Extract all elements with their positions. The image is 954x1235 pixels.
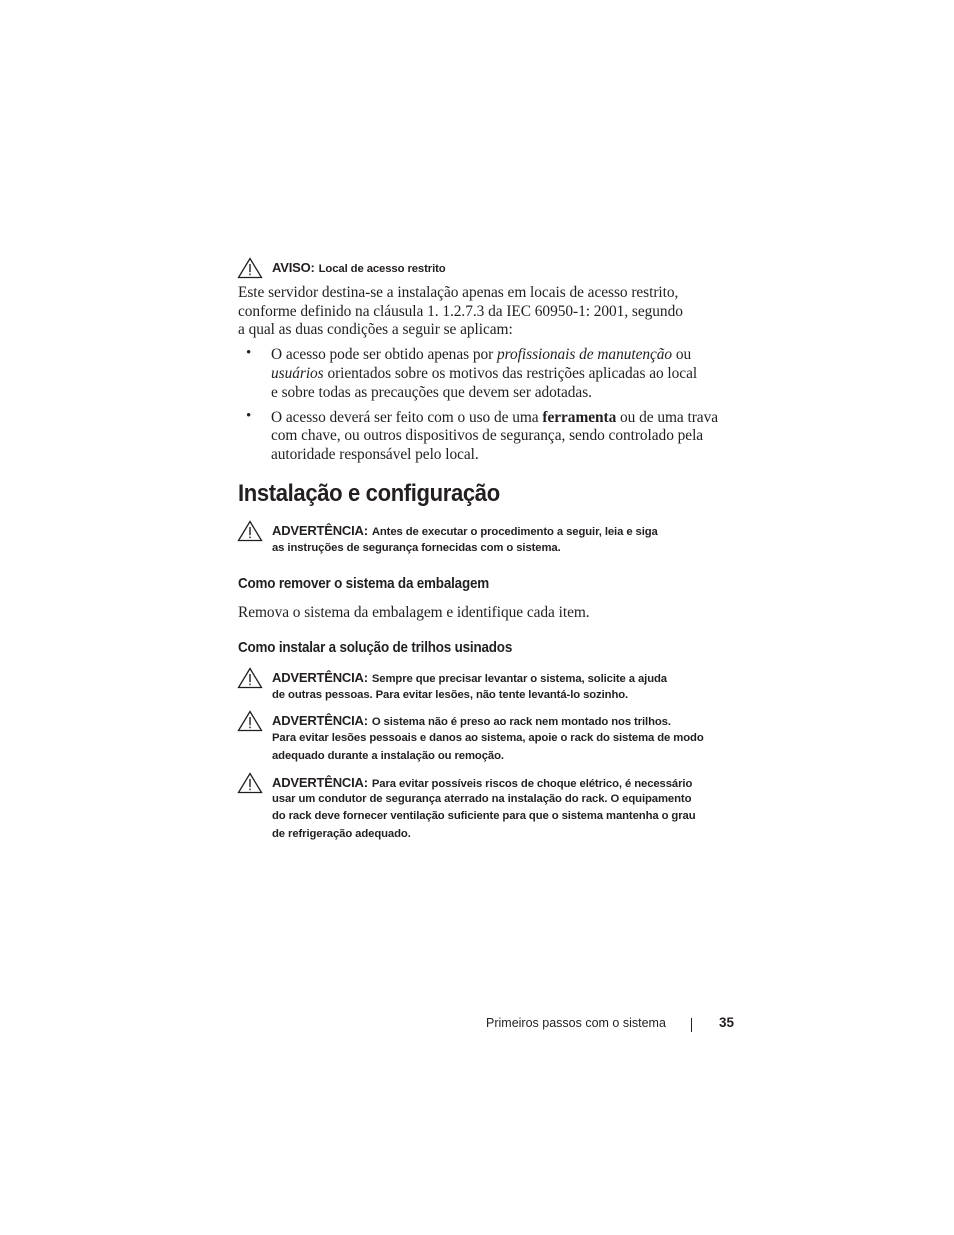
warning-text: Para evitar lesões pessoais e danos ao sistema, apoie o rack do sistema de modo: [272, 732, 704, 744]
caution-triangle-icon: [237, 257, 263, 279]
paragraph-line: Remova o sistema da embalagem e identifique cada item.: [238, 604, 590, 621]
bullet-bold: ferramenta: [542, 409, 617, 426]
warning-label: ADVERTÊNCIA:: [272, 523, 368, 538]
warning-text: Sempre que precisar levantar o sistema, solicite a ajuda: [371, 673, 667, 685]
warning-text: as instruções de segurança fornecidas com o sistema.: [272, 542, 561, 554]
bullet-text: O acesso deverá ser feito com o uso de uma: [271, 409, 543, 426]
paragraph-line: Este servidor destina-se a instalação apenas em locais de acesso restrito,: [238, 284, 679, 301]
warning-label: ADVERTÊNCIA:: [272, 713, 368, 728]
warning-text: de refrigeração adequado.: [272, 828, 411, 840]
bullet-text: orientados sobre os motivos das restrições aplicadas ao local: [323, 365, 698, 382]
footer-divider: [691, 1018, 692, 1032]
subsection-title: Como remover o sistema da embalagem: [238, 576, 490, 592]
warning-label: ADVERTÊNCIA:: [272, 670, 368, 685]
bullet-text: ou de uma trava: [616, 409, 718, 426]
warning-text: de outras pessoas. Para evitar lesões, não tente levantá-lo sozinho.: [272, 689, 629, 701]
bullet-text: O acesso pode ser obtido apenas por: [271, 346, 498, 363]
bullet-text: com chave, ou outros dispositivos de segurança, sendo controlado pela: [271, 427, 704, 444]
paragraph-line: conforme definido na cláusula 1. 1.2.7.3 da IEC 60950-1: 2001, segundo: [238, 303, 683, 320]
warning-text: adequado durante a instalação ou remoção.: [272, 750, 504, 762]
bullet-text: autoridade responsável pelo local.: [271, 446, 479, 463]
page-number: 35: [719, 1015, 735, 1030]
bullet-emphasis: profissionais de manutenção: [497, 346, 673, 363]
paragraph-line: a qual as duas condições a seguir se aplicam:: [238, 321, 513, 338]
caution-triangle-icon: [237, 520, 263, 542]
caution-triangle-icon: [237, 667, 263, 689]
bullet-emphasis: usuários: [271, 365, 324, 382]
bullet-marker: •: [246, 408, 252, 424]
bullet-text: ou: [672, 346, 692, 363]
subsection-title: Como instalar a solução de trilhos usinados: [238, 640, 513, 656]
bullet-marker: •: [246, 345, 252, 361]
warning-text: Antes de executar o procedimento a seguir, leia e siga: [371, 526, 658, 538]
warning-text: do rack deve fornecer ventilação suficiente para que o sistema mantenha o grau: [272, 810, 696, 822]
caution-triangle-icon: [237, 710, 263, 732]
aviso-label: AVISO:: [272, 260, 315, 275]
warning-text: usar um condutor de segurança aterrado na instalação do rack. O equipamento: [272, 793, 692, 805]
footer-chapter-title: Primeiros passos com o sistema: [486, 1016, 666, 1030]
warning-label: ADVERTÊNCIA:: [272, 775, 368, 790]
caution-triangle-icon: [237, 772, 263, 794]
warning-text: O sistema não é preso ao rack nem montado nos trilhos.: [371, 716, 671, 728]
warning-text: Para evitar possíveis riscos de choque elétrico, é necessário: [371, 778, 693, 790]
section-title: Instalação e configuração: [238, 480, 500, 507]
bullet-text: e sobre todas as precauções que devem ser adotadas.: [271, 384, 592, 401]
aviso-title: Local de acesso restrito: [318, 263, 446, 275]
